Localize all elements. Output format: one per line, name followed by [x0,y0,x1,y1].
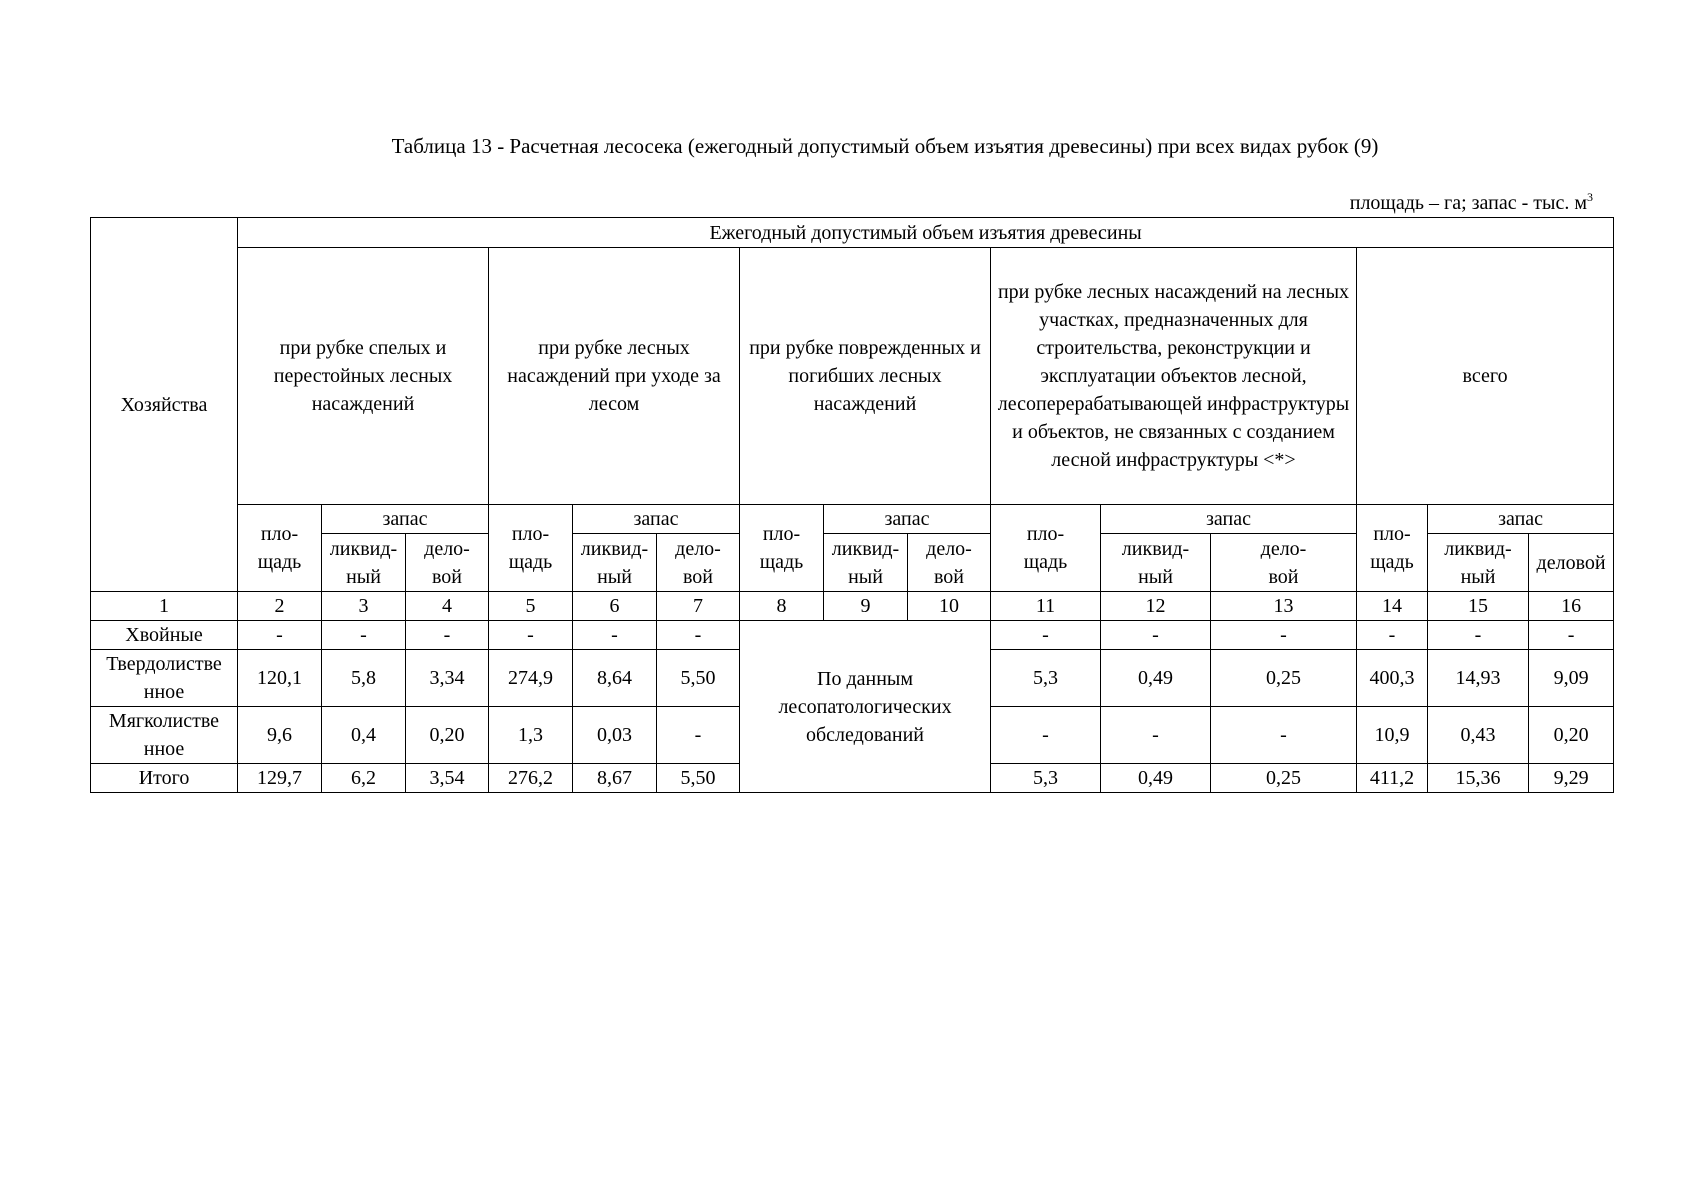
column-number: 1 [91,592,238,621]
table-cell: - [489,621,573,650]
table-cell: - [991,621,1101,650]
table-cell: - [1101,621,1211,650]
header-farms: Хозяйства [91,218,238,592]
header-group-total: всего [1357,248,1614,505]
table-cell: 0,49 [1101,764,1211,793]
table-row [91,621,1614,650]
table-cell: 0,20 [406,707,489,764]
table-cell: - [1529,621,1614,650]
column-number: 2 [238,592,322,621]
table-cell: - [406,621,489,650]
table-cell: 9,6 [238,707,322,764]
units-text: площадь – га; запас - тыс. м [1349,192,1587,214]
table-cell: - [1211,621,1357,650]
header-stock: запас [573,505,740,534]
table-cell: 3,54 [406,764,489,793]
column-number: 5 [489,592,573,621]
header-liquid: ликвид- ный [1101,534,1211,592]
table-cell: 9,09 [1529,650,1614,707]
units-note [1350,192,1593,214]
table-cell: 5,8 [322,650,406,707]
table-cell: 411,2 [1357,764,1428,793]
table-cell: 14,93 [1428,650,1529,707]
table-cell: - [657,621,740,650]
table-title: Таблица 13 - Расчетная лесосека (ежегодный допустимый объем изъятия древесины) при всех видах рубок (9) [391,134,1379,158]
column-number: 9 [824,592,908,621]
table-cell: - [1101,707,1211,764]
table-cell: 0,43 [1428,707,1529,764]
table-cell: 8,64 [573,650,657,707]
table-cell: - [322,621,406,650]
header-group-mature: при рубке спелых и перестойных лесных насаждений [238,248,489,505]
column-number: 4 [406,592,489,621]
header-group-damaged: при рубке поврежденных и погибших лесных насаждений [740,248,991,505]
header-area: пло- щадь [740,505,824,592]
row-label: Твердолистве нное [91,650,238,707]
table-cell: 5,3 [991,650,1101,707]
header-business: дело- вой [908,534,991,592]
table-cell: - [657,707,740,764]
header-business: дело- вой [406,534,489,592]
header-group-thinning: при рубке лесных насаждений при уходе за лесом [489,248,740,505]
header-area: пло- щадь [1357,505,1428,592]
table-cell: - [1428,621,1529,650]
column-number: 13 [1211,592,1357,621]
table-cell: 0,49 [1101,650,1211,707]
table-cell: 3,34 [406,650,489,707]
table-cell: 5,50 [657,650,740,707]
table-cell: 1,3 [489,707,573,764]
table-cell: 5,3 [991,764,1101,793]
row-label: Мягколистве нное [91,707,238,764]
column-number: 10 [908,592,991,621]
allowable-cut-table [90,217,1614,793]
header-business: дело- вой [657,534,740,592]
header-area: пло- щадь [238,505,322,592]
header-stock: запас [1101,505,1357,534]
header-area: пло- щадь [991,505,1101,592]
column-number: 7 [657,592,740,621]
column-number: 15 [1428,592,1529,621]
table-cell: - [238,621,322,650]
table-cell: - [991,707,1101,764]
column-number: 14 [1357,592,1428,621]
header-area: пло- щадь [489,505,573,592]
table-cell: 0,20 [1529,707,1614,764]
header-stock: запас [1428,505,1614,534]
row-label: Итого [91,764,238,793]
header-stock: запас [824,505,991,534]
table-cell: - [573,621,657,650]
column-number: 12 [1101,592,1211,621]
table-cell: - [1211,707,1357,764]
table-cell: 5,50 [657,764,740,793]
table-cell: 8,67 [573,764,657,793]
column-number: 8 [740,592,824,621]
column-number: 3 [322,592,406,621]
table-cell: 400,3 [1357,650,1428,707]
table-cell: 0,25 [1211,764,1357,793]
table-cell: 129,7 [238,764,322,793]
table-cell: 0,25 [1211,650,1357,707]
header-stock: запас [322,505,489,534]
table-cell: 10,9 [1357,707,1428,764]
table-cell: 276,2 [489,764,573,793]
column-number: 6 [573,592,657,621]
table-cell: 0,4 [322,707,406,764]
header-liquid: ликвид- ный [824,534,908,592]
table-cell: 120,1 [238,650,322,707]
column-number: 11 [991,592,1101,621]
header-group-construction: при рубке лесных насаждений на лесных участках, предназначенных для строительства, реконструкции и эксплуатации объектов лесной, лесоперерабатывающей инфраструктуры и объектов, не связанных с созданием лесной инфраструктуры <*> [991,248,1357,505]
table-cell: - [1357,621,1428,650]
header-liquid: ликвид- ный [322,534,406,592]
header-business: дело- вой [1211,534,1357,592]
table-cell: 6,2 [322,764,406,793]
table-cell: 274,9 [489,650,573,707]
table-cell: 15,36 [1428,764,1529,793]
table-cell: 0,03 [573,707,657,764]
header-annual-volume: Ежегодный допустимый объем изъятия древесины [238,218,1614,248]
merged-note-cell: По данным лесопатологических обследований [740,621,991,793]
units-superscript: 3 [1587,190,1593,204]
row-label: Хвойные [91,621,238,650]
column-number: 16 [1529,592,1614,621]
header-liquid: ликвид- ный [1428,534,1529,592]
table-cell: 9,29 [1529,764,1614,793]
header-liquid: ликвид- ный [573,534,657,592]
header-business: деловой [1529,534,1614,592]
